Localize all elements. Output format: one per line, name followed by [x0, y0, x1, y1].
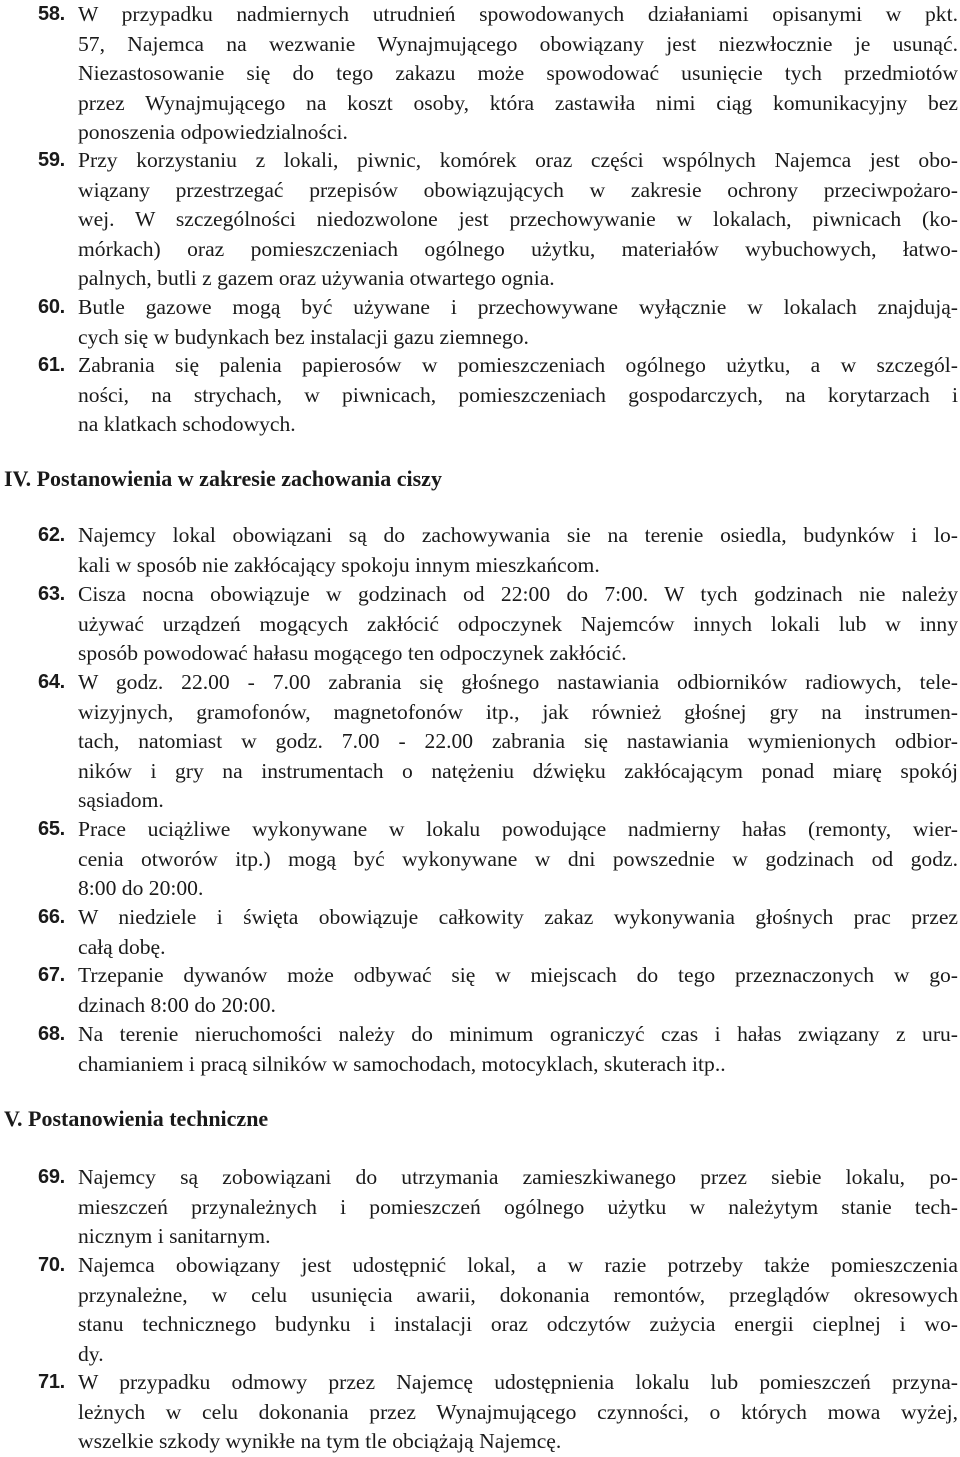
regulation-item-68	[38, 1020, 958, 1079]
regulation-item-62	[38, 521, 958, 580]
item-number: 69.	[38, 1166, 65, 1188]
item-number: 62.	[38, 524, 65, 546]
item-line: nicznym i sanitarnym.	[78, 1224, 271, 1248]
item-line: stanu technicznego budynku i instalacji oraz odczytów zużycia energii cieplnej i wo-	[78, 1312, 958, 1336]
item-line: tach, natomiast w godz. 7.00 - 22.00 zabrania się nastawiania wymienionych odbior-	[78, 729, 958, 753]
item-line: ności, na strychach, w piwnicach, pomieszczeniach gospodarczych, na korytarzach i	[78, 382, 958, 407]
regulation-item-71	[38, 1368, 958, 1457]
regulation-item-61	[38, 351, 958, 440]
item-line: Najemcy lokal obowiązani są do zachowywania sie na terenie osiedla, budynków i lo-	[78, 523, 958, 547]
item-text	[78, 146, 958, 294]
item-text	[78, 1368, 958, 1457]
item-line: W godz. 22.00 - 7.00 zabrania się głośnego nastawiania odbiorników radiowych, tele-	[78, 670, 958, 694]
item-number: 68.	[38, 1023, 65, 1045]
item-text	[78, 1163, 958, 1252]
item-number: 71.	[38, 1371, 65, 1393]
item-line: całą dobę.	[78, 934, 166, 959]
item-number: 70.	[38, 1254, 65, 1276]
regulation-item-65	[38, 815, 958, 904]
item-text	[78, 961, 958, 1020]
item-line: wizyjnych, gramofonów, magnetofonów itp., jak również głośnej gry na instrumen-	[78, 699, 958, 724]
item-line: Zabrania się palenia papierosów w pomieszczeniach ogólnego użytku, a w szczegól-	[78, 353, 958, 377]
item-text	[78, 668, 958, 816]
regulation-item-70	[38, 1251, 958, 1369]
item-line: W przypadku odmowy przez Najemcę udostępnienia lokalu lub pomieszczeń przyna-	[78, 1370, 958, 1394]
item-line: Najemca obowiązany jest udostępnić lokal, a w razie potrzeby także pomieszczenia	[78, 1253, 958, 1277]
item-number: 58.	[38, 3, 65, 25]
item-line: na klatkach schodowych.	[78, 412, 296, 436]
item-line: cych się w budynkach bez instalacji gazu ziemnego.	[78, 324, 529, 349]
item-text	[78, 351, 958, 440]
item-text	[78, 293, 958, 352]
regulation-item-66	[38, 903, 958, 962]
regulation-item-67	[38, 961, 958, 1020]
item-line: wej. W szczególności niedozwolone jest przechowywanie w lokalach, piwnicach (ko-	[78, 207, 958, 231]
item-line: 57, Najemca na wezwanie Wynajmującego obowiązany jest niezwłocznie je usunąć.	[78, 31, 958, 56]
item-line: Cisza nocna obowiązuje w godzinach od 22:00 do 7:00. W tych godzinach nie należy	[78, 582, 958, 606]
item-line: przynależne, w celu usunięcia awarii, dokonania remontów, przeglądów okresowych	[78, 1282, 958, 1307]
item-line: dy.	[78, 1341, 104, 1366]
item-line: mieszczeń przynależnych i pomieszczeń ogólnego użytku w należytym stanie tech-	[78, 1194, 958, 1219]
item-text	[78, 1251, 958, 1369]
item-line: Butle gazowe mogą być używane i przechowywane wyłącznie w lokalach znajdują-	[78, 295, 958, 319]
item-number: 59.	[38, 149, 65, 171]
item-text	[78, 0, 958, 148]
item-line: sposób powodować hałasu mogącego ten odpoczynek zakłócić.	[78, 641, 627, 665]
regulation-item-69	[38, 1163, 958, 1252]
regulation-item-59	[38, 146, 958, 294]
item-number: 67.	[38, 964, 65, 986]
regulation-item-64	[38, 668, 958, 816]
section-heading-iv: IV. Postanowienia w zakresie zachowania ciszy	[4, 466, 442, 491]
item-text	[78, 1020, 958, 1079]
item-line: Najemcy są zobowiązani do utrzymania zamieszkiwanego przez siebie lokalu, po-	[78, 1165, 958, 1189]
section-heading-v: V. Postanowienia techniczne	[4, 1106, 269, 1131]
item-line: używać urządzeń mogących zakłócić odpoczynek Najemców innych lokali lub w inny	[78, 611, 958, 636]
item-number: 65.	[38, 818, 65, 840]
item-line: Na terenie nieruchomości należy do minimum ograniczyć czas i hałas związany z uru-	[78, 1022, 958, 1046]
item-line: ników i gry na instrumentach o natężeniu dźwięku zakłócającym ponad miarę spokój	[78, 758, 958, 783]
item-line: dzinach 8:00 do 20:00.	[78, 992, 276, 1017]
regulation-item-60	[38, 293, 958, 352]
item-line: Przy korzystaniu z lokali, piwnic, komórek oraz części wspólnych Najemca jest obo-	[78, 148, 958, 172]
item-number: 61.	[38, 354, 65, 376]
item-line: Prace uciążliwe wykonywane w lokalu powodujące nadmierny hałas (remonty, wier-	[78, 817, 958, 841]
item-line: palnych, butli z gazem oraz używania otwartego ognia.	[78, 266, 555, 290]
item-line: 8:00 do 20:00.	[78, 876, 204, 900]
item-line: leżnych w celu dokonania przez Wynajmującego czynności, o których mowa wyżej,	[78, 1399, 958, 1424]
item-line: Niezastosowanie się do tego zakazu może spowodować usunięcie tych przedmiotów	[78, 61, 958, 85]
item-line: ponoszenia odpowiedzialności.	[78, 120, 348, 144]
item-line: przez Wynajmującego na koszt osoby, która zastawiła nimi ciąg komunikacyjny bez	[78, 90, 958, 115]
item-line: W przypadku nadmiernych utrudnień spowodowanych działaniami opisanymi w pkt.	[78, 2, 958, 26]
item-text	[78, 580, 958, 669]
item-text	[78, 815, 958, 904]
item-line: chamianiem i pracą silników w samochodach, motocyklach, skuterach itp..	[78, 1051, 726, 1076]
item-line: cenia otworów itp.) mogą być wykonywane w dni powszednie w godzinach od godz.	[78, 846, 958, 871]
item-number: 66.	[38, 906, 65, 928]
regulation-item-63	[38, 580, 958, 669]
item-line: kali w sposób nie zakłócający spokoju innym mieszkańcom.	[78, 552, 600, 577]
item-line: Trzepanie dywanów może odbywać się w miejscach do tego przeznaczonych w go-	[78, 963, 958, 987]
item-line: mórkach) oraz pomieszczeniach ogólnego użytku, materiałów wybuchowych, łatwo-	[78, 236, 958, 261]
item-number: 60.	[38, 296, 65, 318]
item-text	[78, 903, 958, 962]
regulation-item-58	[38, 0, 958, 148]
item-text	[78, 521, 958, 580]
item-line: W niedziele i święta obowiązuje całkowity zakaz wykonywania głośnych prac przez	[78, 905, 958, 929]
item-number: 63.	[38, 583, 65, 605]
item-line: wszelkie szkody wynikłe na tym tle obciążają Najemcę.	[78, 1429, 562, 1453]
item-line: sąsiadom.	[78, 788, 164, 812]
item-line: wiązany przestrzegać przepisów obowiązujących w zakresie ochrony przeciwpożaro-	[78, 177, 958, 202]
item-number: 64.	[38, 671, 65, 693]
